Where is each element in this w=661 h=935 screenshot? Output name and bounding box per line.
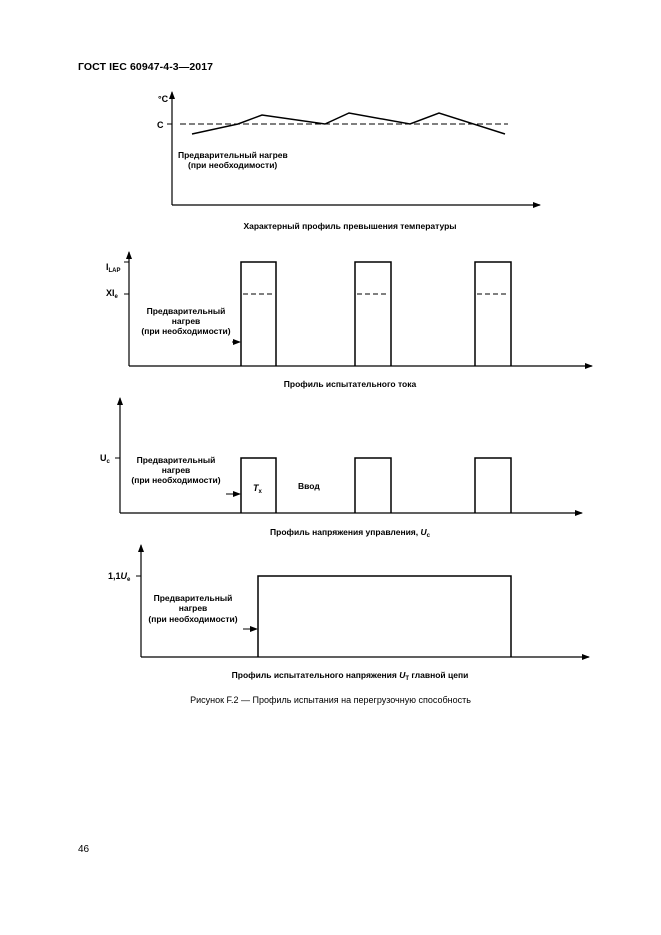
graph3-tx-label: $T_x$: [253, 483, 262, 495]
graph3-pulse-2: [355, 458, 391, 513]
control-voltage-graph: [100, 398, 582, 539]
graph1-title: Характерный профиль превышения температуры: [243, 221, 457, 231]
graph3-preheat-line1: Предварительный: [136, 455, 216, 465]
graph4-pulse: [258, 576, 511, 657]
page-number: 46: [78, 844, 90, 855]
graph4-preheat-line3: (при необходимости): [148, 614, 238, 624]
graph2-pulse-2: [355, 262, 391, 366]
graph1-preheat-label-line2: (при необходимости): [188, 160, 278, 170]
graph2-preheat-line3: (при необходимости): [141, 326, 231, 336]
document-header: ГОСТ IEC 60947-4-3—2017: [78, 61, 214, 73]
graph3-preheat-line3: (при необходимости): [131, 475, 221, 485]
graph4-preheat-line2: нагрев: [178, 603, 208, 613]
graph2-pulse-3: [475, 262, 511, 366]
graph3-input-label: Ввод: [298, 481, 320, 491]
test-current-graph: [106, 252, 592, 389]
graph3-preheat-line2: нагрев: [161, 465, 191, 475]
main-circuit-voltage-graph: [108, 545, 589, 682]
graph1-level-label: C: [157, 120, 164, 130]
temperature-rise-graph: [157, 92, 540, 231]
graph2-y-mid-label: $XI_e$: [106, 288, 118, 300]
graph2-title: Профиль испытательного тока: [283, 379, 417, 389]
graph1-preheat-label-line1: Предварительный нагрев: [178, 150, 288, 160]
graph4-title: Профиль испытательного напряжения $U_T$ главной цепи: [231, 670, 469, 682]
graph4-y-label: $1,1U_e$: [108, 571, 131, 583]
graph3-title: Профиль напряжения управления, $U_c$: [270, 527, 430, 539]
figure-caption: Рисунок F.2 — Профиль испытания на перегрузочную способность: [190, 695, 471, 705]
graph2-preheat-line1: Предварительный: [146, 306, 226, 316]
graph2-preheat-line2: нагрев: [171, 316, 201, 326]
graph4-preheat-line1: Предварительный: [153, 593, 233, 603]
graph3-y-label: $U_c$: [100, 453, 110, 465]
graph2-pulse-1: [241, 262, 276, 366]
graph2-y-top-label: $I_{LAP}$: [106, 262, 121, 274]
graph3-pulse-1: [241, 458, 276, 513]
graph1-temperature-curve: [192, 113, 505, 134]
graph3-pulse-3: [475, 458, 511, 513]
graph1-y-unit: °C: [158, 94, 169, 104]
